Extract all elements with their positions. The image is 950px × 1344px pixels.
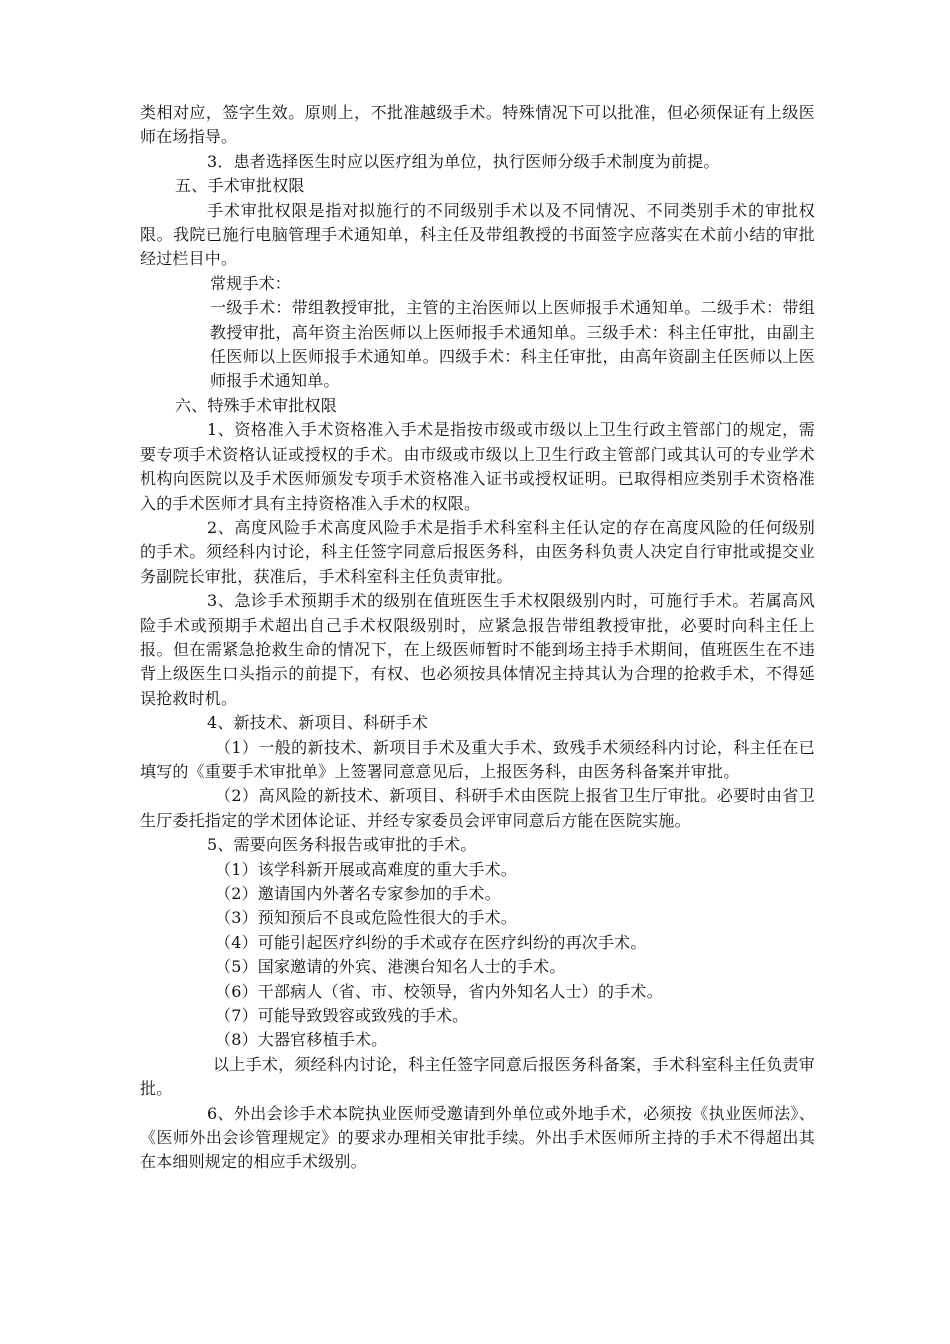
paragraph-approval-authority: 手术审批权限是指对拟施行的不同级别手术以及不同情况、不同类别手术的审批权限。我院已施行电脑管理手术通知单，科主任及带组教授的书面签字应落实在术前小结的审批经过栏目中。 bbox=[140, 200, 815, 269]
paragraph-special-4-heading: 4、新技术、新项目、科研手术 bbox=[207, 713, 428, 733]
list-item: （3）预知预后不良或危险性很大的手术。 bbox=[215, 908, 517, 928]
section-heading-6: 六、特殊手术审批权限 bbox=[175, 395, 338, 415]
list-item: （6）干部病人（省、市、校领导，省内外知名人士）的手术。 bbox=[215, 981, 663, 1001]
list-item: （4）可能引起医疗纠纷的手术或存在医疗纠纷的再次手术。 bbox=[215, 932, 647, 952]
paragraph-summary: 以上手术，须经科内讨论，科主任签字同意后报医务科备案，手术科室科主任负责审批。 bbox=[140, 1054, 815, 1099]
paragraph-item-3: 3．患者选择医生时应以医疗组为单位，执行医师分级手术制度为前提。 bbox=[207, 151, 720, 171]
paragraph-special-3: 3、急诊手术预期手术的级别在值班医生手术权限级别内时，可施行手术。若属高风险手术或预期手术超出自己手术权限级别时，应紧急报告带组教授审批，必要时向科主任上报。但在需紧急抢救生命的情况下，在上级医师暂时不能到场主持手术期间，值班医生在不违背上级医生口头指示的前提下，有权、也必须按具体情况主持其认为合理的抢救手术，不得延误抢救时机。 bbox=[140, 591, 815, 708]
list-item: （8）大器官移植手术。 bbox=[215, 1030, 388, 1050]
list-item: （1）该学科新开展或高难度的重大手术。 bbox=[215, 859, 517, 879]
paragraph-continuation: 类相对应，签字生效。原则上，不批准越级手术。特殊情况下可以批准，但必须保证有上级医师在场指导。 bbox=[140, 103, 815, 147]
paragraph-special-5-heading: 5、需要向医务科报告或审批的手术。 bbox=[207, 835, 477, 855]
paragraph-special-6: 6、外出会诊手术本院执业医师受邀请到外单位或外地手术，必须按《执业医师法》、《医师外出会诊管理规定》的要求办理相关审批手续。外出手术医师所主持的手术不得超出其在本细则规定的相应手术级别。 bbox=[140, 1103, 815, 1172]
paragraph-special-4-1: （1）一般的新技术、新项目手术及重大手术、致残手术须经科内讨论，科主任在已填写的《重要手术审批单》上签署同意意见后，上报医务科，由医务科备案并审批。 bbox=[140, 737, 815, 781]
list-item: （7）可能导致毁容或致残的手术。 bbox=[215, 1006, 469, 1026]
paragraph-surgery-levels: 一级手术：带组教授审批，主管的主治医师以上医师报手术通知单。二级手术：带组教授审批，高年资主治医师以上医师报手术通知单。三级手术：科主任审批，由副主任医师以上医师报手术通知单。四级手术：科主任审批，由高年资副主任医师以上医师报手术通知单。 bbox=[210, 298, 815, 391]
paragraph-special-4-2: （2）高风险的新技术、新项目、科研手术由医院上报省卫生厅审批。必要时由省卫生厅委托指定的学术团体论证、并经专家委员会评审同意后方能在医院实施。 bbox=[140, 786, 815, 830]
section-heading-5: 五、手术审批权限 bbox=[175, 176, 305, 196]
paragraph-routine-surgery-label: 常规手术： bbox=[210, 273, 292, 293]
list-item: （2）邀请国内外著名专家参加的手术。 bbox=[215, 884, 501, 903]
paragraph-special-2: 2、高度风险手术高度风险手术是指手术科室科主任认定的存在高度风险的任何级别的手术。须经科内讨论，科主任签字同意后报医务科，由医务科负责人决定自行审批或提交业务副院长审批，获准后，手术科室科主任负责审批。 bbox=[140, 517, 815, 586]
paragraph-special-1: 1、资格准入手术资格准入手术是指按市级或市级以上卫生行政主管部门的规定，需要专项手术资格认证或授权的手术。由市级或市级以上卫生行政主管部门或其认可的专业学术机构向医院以及手术医师颁发专项手术资格准入证书或授权证明。已取得相应类别手术资格准入的手术医师才具有主持资格准入手术的权限。 bbox=[140, 420, 815, 513]
list-item: （5）国家邀请的外宾、港澳台知名人士的手术。 bbox=[215, 957, 566, 977]
